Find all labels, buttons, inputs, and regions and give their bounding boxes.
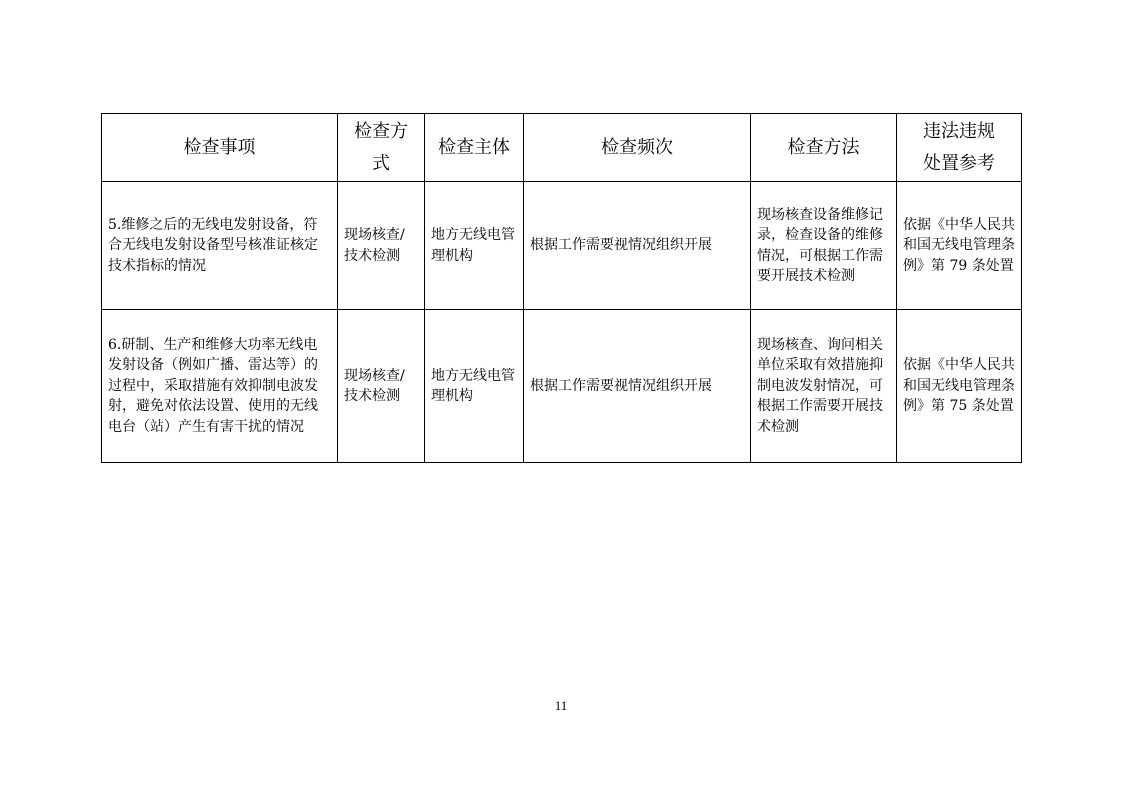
cell-inspection-frequency: 根据工作需要视情况组织开展 (524, 182, 751, 310)
cell-inspection-subject: 地方无线电管理机构 (425, 310, 524, 463)
header-inspection-subject: 检查主体 (425, 114, 524, 182)
inspection-table (101, 113, 1022, 463)
cell-inspection-mode: 现场核查/技术检测 (338, 310, 425, 463)
cell-inspection-subject: 地方无线电管理机构 (425, 182, 524, 310)
header-inspection-method: 检查方法 (751, 114, 897, 182)
header-violation-reference: 违法违规处置参考 (897, 114, 1022, 182)
header-inspection-item: 检查事项 (102, 114, 338, 182)
cell-inspection-mode: 现场核查/技术检测 (338, 182, 425, 310)
header-inspection-mode: 检查方式 (338, 114, 425, 182)
table-row (102, 310, 1022, 463)
page-number: 11 (554, 698, 568, 713)
cell-inspection-frequency: 根据工作需要视情况组织开展 (524, 310, 751, 463)
table-header-row (102, 114, 1022, 182)
cell-inspection-method: 现场核查设备维修记录，检查设备的维修情况，可根据工作需要开展技术检测 (751, 182, 897, 310)
cell-violation-reference: 依据《中华人民共和国无线电管理条例》第 79 条处置 (897, 182, 1022, 310)
cell-violation-reference: 依据《中华人民共和国无线电管理条例》第 75 条处置 (897, 310, 1022, 463)
cell-inspection-item: 6.研制、生产和维修大功率无线电发射设备（例如广播、雷达等）的过程中，采取措施有效抑制电波发射，避免对依法设置、使用的无线电台（站）产生有害干扰的情况 (102, 310, 338, 463)
cell-inspection-item: 5.维修之后的无线电发射设备，符合无线电发射设备型号核准证核定技术指标的情况 (102, 182, 338, 310)
header-inspection-frequency: 检查频次 (524, 114, 751, 182)
cell-inspection-method: 现场核查、询问相关单位采取有效措施抑制电波发射情况，可根据工作需要开展技术检测 (751, 310, 897, 463)
table-row (102, 182, 1022, 310)
